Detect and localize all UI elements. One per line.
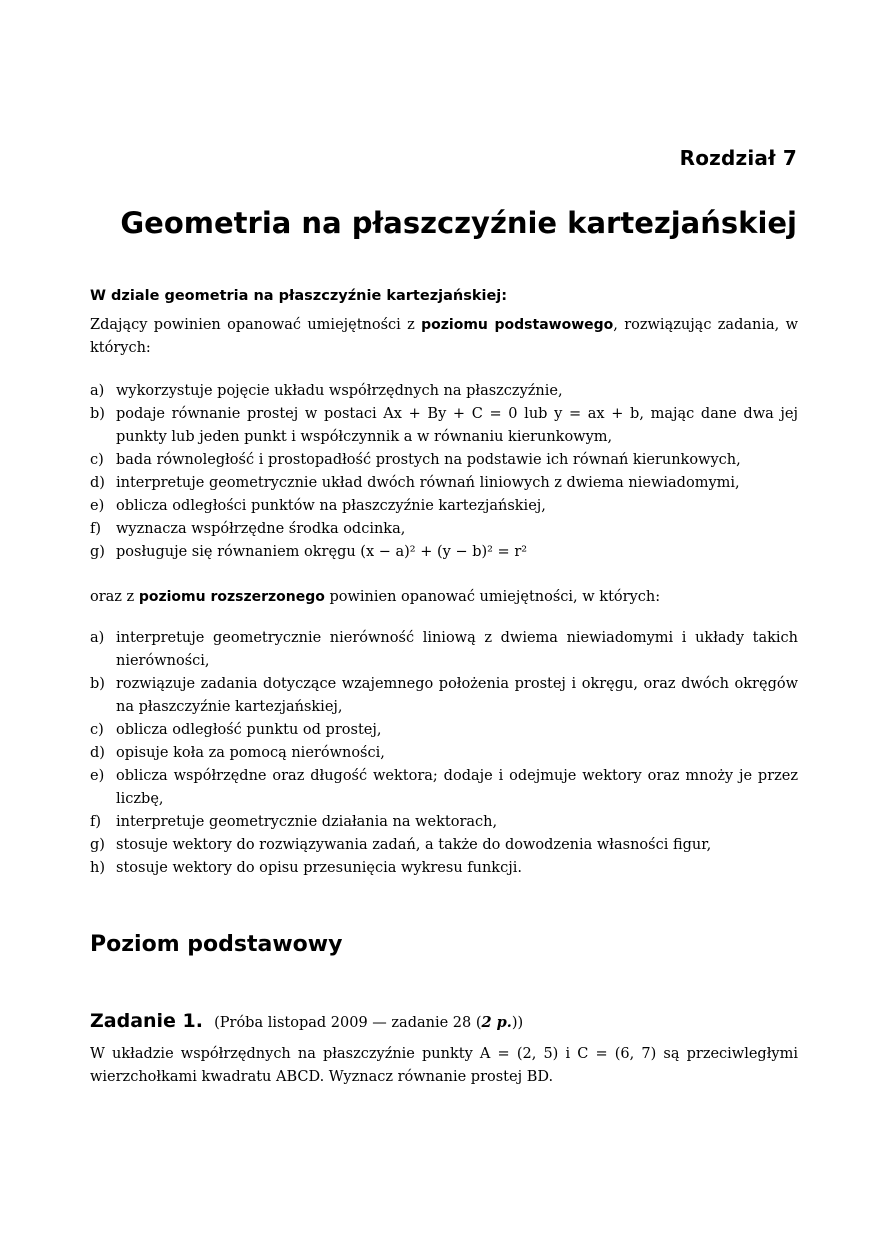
list-item <box>90 449 798 472</box>
item-label: c) <box>90 722 104 738</box>
item-label: b) <box>90 406 105 422</box>
item-label: e) <box>90 768 105 784</box>
chapter-title: Geometria na płaszczyźnie kartezjańskiej <box>120 206 797 240</box>
item-label: e) <box>90 498 105 514</box>
extended-intro-pre: oraz z <box>90 589 139 605</box>
item-label: d) <box>90 475 105 491</box>
item-label: g) <box>90 837 105 853</box>
item-label: d) <box>90 745 105 761</box>
item-text: posługuje się równaniem okręgu (x − a)² + (y − b)² = r² <box>116 544 528 560</box>
basic-intro-bold: poziomu podstawowego <box>421 317 614 333</box>
basic-level-intro <box>90 314 798 360</box>
item-text: wyznacza współrzędne środka odcinka, <box>116 521 406 537</box>
list-item <box>90 765 798 811</box>
basic-intro-pre: Zdający powinien opanować umiejętności z <box>90 317 422 333</box>
list-item <box>90 673 798 719</box>
list-item <box>90 495 798 518</box>
list-item <box>90 627 798 673</box>
item-text: stosuje wektory do rozwiązywania zadań, a także do dowodzenia własności figur, <box>116 837 712 853</box>
item-label: a) <box>90 630 105 646</box>
level-heading: Poziom podstawowy <box>90 932 343 957</box>
list-item <box>90 719 798 742</box>
item-label: h) <box>90 860 105 876</box>
item-label: a) <box>90 383 105 399</box>
task-text: W układzie współrzędnych na płaszczyźnie punkty A = (2, 5) i C = (6, 7) są przeciwległymi wierzchołkami kwadratu ABCD. Wyznacz równanie prostej BD. <box>90 1046 798 1085</box>
item-label: f) <box>90 814 102 830</box>
list-item <box>90 380 798 403</box>
list-item <box>90 811 798 834</box>
extended-intro-post: powinien opanować umiejętności, w których: <box>324 589 661 605</box>
item-text: podaje równanie prostej w postaci Ax + By + C = 0 lub y = ax + b, mając dane dwa jej punkty lub jeden punkt i współczynnik a w równaniu kierunkowym, <box>116 406 798 445</box>
list-item <box>90 742 798 765</box>
extended-level-intro <box>90 586 798 609</box>
item-text: bada równoległość i prostopadłość prostych na podstawie ich równań kierunkowych, <box>116 452 741 468</box>
list-item <box>90 518 798 541</box>
basic-intro-post: , rozwiązując zadania, w których: <box>90 317 798 356</box>
chapter-label: Rozdział 7 <box>679 146 797 170</box>
basic-skills-list <box>90 380 798 564</box>
item-text: interpretuje geometrycznie nierówność liniową z dwiema niewiadomymi i układy takich nierówności, <box>116 630 798 669</box>
list-item <box>90 541 798 564</box>
item-text: stosuje wektory do opisu przesunięcia wykresu funkcji. <box>116 860 522 876</box>
item-text: rozwiązuje zadania dotyczące wzajemnego położenia prostej i okręgu, oraz dwóch okręgów na płaszczyźnie kartezjańskiej, <box>116 676 798 715</box>
extended-skills-list <box>90 627 798 880</box>
task-source-pre: (Próba listopad 2009 — zadanie 28 ( <box>214 1015 482 1031</box>
task-title: Zadanie 1. <box>90 1010 203 1032</box>
item-text: opisuje koła za pomocą nierówności, <box>116 745 385 761</box>
item-text: oblicza współrzędne oraz długość wektora; dodaje i odejmuje wektory oraz mnoży je przez liczbę, <box>116 768 798 807</box>
item-text: oblicza odległości punktów na płaszczyźnie kartezjańskiej, <box>116 498 546 514</box>
item-text: oblicza odległość punktu od prostej, <box>116 722 382 738</box>
item-label: b) <box>90 676 105 692</box>
item-label: g) <box>90 544 105 560</box>
task-points: 2 p. <box>481 1014 512 1031</box>
item-text: interpretuje geometrycznie działania na wektorach, <box>116 814 498 830</box>
task-source-post: )) <box>511 1015 524 1031</box>
list-item <box>90 472 798 495</box>
extended-intro-bold: poziomu rozszerzonego <box>138 589 325 605</box>
list-item <box>90 403 798 449</box>
list-item <box>90 834 798 857</box>
list-item <box>90 857 798 880</box>
item-text: wykorzystuje pojęcie układu współrzędnych na płaszczyźnie, <box>116 383 563 399</box>
item-label: c) <box>90 452 104 468</box>
task-source <box>214 1015 523 1031</box>
section-intro-heading: W dziale geometria na płaszczyźnie kartezjańskiej: <box>90 288 508 304</box>
item-label: f) <box>90 521 102 537</box>
task-header <box>90 1010 523 1032</box>
item-text: interpretuje geometrycznie układ dwóch równań liniowych z dwiema niewiadomymi, <box>116 475 740 491</box>
